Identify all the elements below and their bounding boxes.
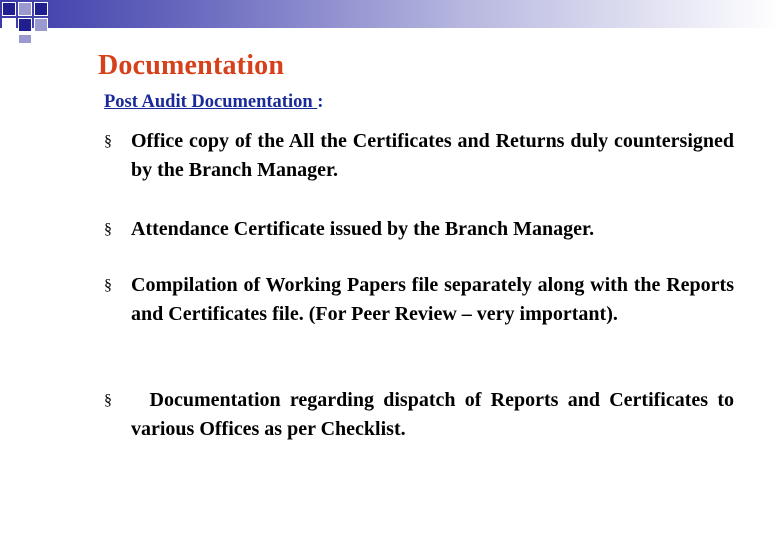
bullet-icon: § — [104, 133, 112, 150]
slide-title: Documentation — [98, 50, 285, 81]
square-decoration — [34, 18, 48, 32]
square-decoration — [18, 18, 32, 32]
bullet-icon: § — [104, 277, 112, 294]
subtitle-suffix: : — [317, 92, 324, 112]
list-item: Office copy of the All the Certificates and Returns duly countersigned by the Branch Manager. — [131, 130, 734, 181]
list-item: Documentation regarding dispatch of Reports and Certificates to various Offices as per Checklist. — [131, 389, 734, 440]
subtitle-underlined: Post Audit Documentation — [104, 92, 318, 112]
list-item: Attendance Certificate issued by the Branch Manager. — [131, 218, 595, 240]
square-decoration — [34, 2, 48, 16]
square-decoration — [18, 34, 32, 44]
square-decoration — [2, 18, 16, 32]
slide-subtitle — [104, 92, 323, 113]
square-decoration — [2, 2, 16, 16]
bullet-icon: § — [104, 392, 112, 409]
list-item: Compilation of Working Papers file separately along with the Reports and Certificates file. (For Peer Review – very important). — [131, 274, 734, 325]
bullet-icon: § — [104, 221, 112, 238]
header-banner — [0, 0, 780, 28]
square-decoration — [18, 2, 32, 16]
